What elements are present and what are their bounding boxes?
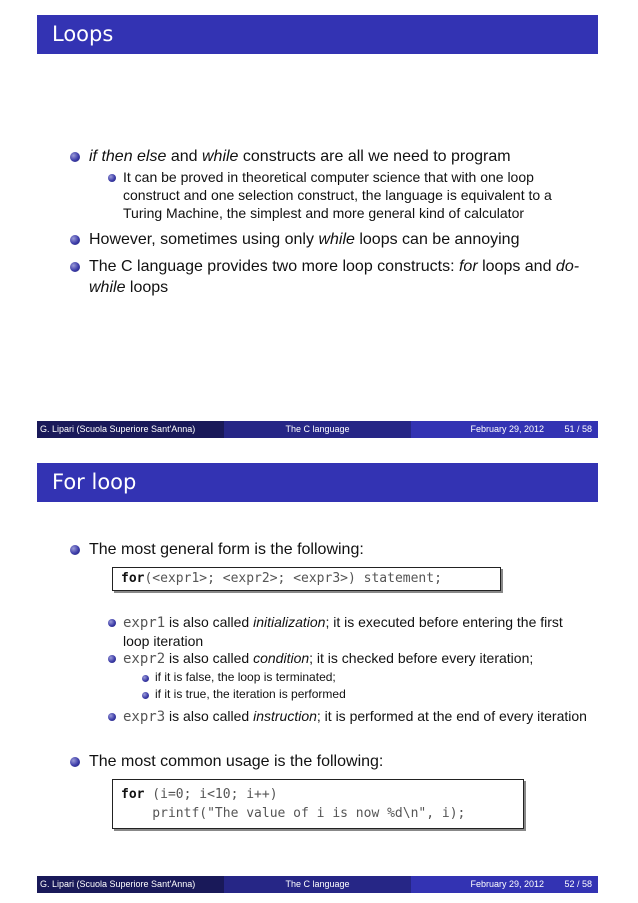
footer-date: February 29, 2012	[470, 424, 544, 434]
bullet-icon	[70, 152, 80, 162]
inline-code: expr3	[123, 709, 166, 725]
bullet-icon	[70, 545, 80, 555]
sub-bullet-item	[123, 707, 593, 726]
emphasis-text: while	[201, 148, 239, 165]
bullet-item: The most general form is the following:	[89, 541, 364, 558]
bullet-item	[89, 146, 589, 167]
bullet-icon	[70, 757, 80, 767]
bullet-text: The C language provides two more loop constructs:	[89, 258, 459, 275]
bullet-text: ; it is executed before entering the first loop iteration	[123, 614, 563, 649]
footer-author: G. Lipari (Scuola Superiore Sant'Anna)	[37, 876, 224, 893]
slide-title: For loop	[37, 463, 598, 502]
emphasis-text: do-while	[89, 258, 580, 296]
bullet-item: The most common usage is the following:	[89, 753, 384, 770]
bullet-text: loops can be annoying	[354, 231, 520, 248]
sub-bullet-item	[123, 613, 593, 650]
bullet-text: is also called	[165, 708, 254, 724]
sub-bullet-item: It can be proved in theoretical computer science that with one loop construct and one selection construct, the language is equivalent to a Turing Machine, the simplest and more general kind of calculator	[123, 169, 552, 221]
sub-bullet-icon	[108, 655, 116, 663]
sub-sub-bullet-item: if it is true, the iteration is performed	[155, 687, 346, 701]
bullet-text: is also called	[165, 650, 254, 666]
slide-loops	[37, 15, 598, 438]
footer-title: The C language	[224, 421, 411, 438]
emphasis-text: if then else	[89, 148, 167, 165]
bullet-icon	[70, 262, 80, 272]
bullet-text: constructs are all we need to program	[238, 148, 511, 165]
bullet-icon	[70, 235, 80, 245]
emphasis-text: instruction	[253, 708, 317, 724]
slide-for-loop	[37, 463, 598, 893]
inline-code: expr2	[123, 651, 166, 667]
emphasis-text: condition	[253, 650, 310, 666]
code-keyword: for	[121, 571, 145, 586]
footer-right	[411, 421, 598, 438]
inline-code: expr1	[123, 615, 166, 631]
slide-footer	[37, 876, 598, 893]
code-text: (<expr1>; <expr2>; <expr3>) statement;	[144, 571, 442, 586]
bullet-text: loops and	[477, 258, 556, 275]
sub-bullet-icon	[108, 619, 116, 627]
footer-author: G. Lipari (Scuola Superiore Sant'Anna)	[37, 421, 224, 438]
emphasis-text: for	[458, 258, 478, 275]
code-line: (i=0; i<10; i++)	[144, 787, 278, 802]
code-block-common-usage	[112, 779, 524, 829]
code-block-general-form	[112, 567, 501, 591]
sub-bullet-icon	[108, 174, 116, 182]
bullet-text: is also called	[165, 614, 254, 630]
sub-bullet-item	[123, 649, 593, 668]
bullet-item	[89, 256, 589, 298]
sub-sub-bullet-item: if it is false, the loop is terminated;	[155, 670, 336, 684]
code-line: printf("The value of i is now %d\n", i);	[121, 806, 466, 821]
emphasis-text: initialization	[253, 614, 326, 630]
footer-page-number: 52 / 58	[564, 879, 592, 889]
emphasis-text: while	[318, 231, 355, 248]
sub-sub-bullet-icon	[142, 675, 149, 682]
bullet-text: However, sometimes using only	[89, 231, 319, 248]
bullet-text: ; it is performed at the end of every iteration	[316, 708, 587, 724]
sub-bullet-icon	[108, 713, 116, 721]
footer-title: The C language	[224, 876, 411, 893]
bullet-text: ; it is checked before every iteration;	[309, 650, 534, 666]
bullet-item	[89, 229, 589, 250]
code-keyword: for	[121, 787, 145, 802]
bullet-text: loops	[125, 279, 169, 296]
slide-title: Loops	[37, 15, 598, 54]
footer-date: February 29, 2012	[470, 879, 544, 889]
footer-right	[411, 876, 598, 893]
slide-footer	[37, 421, 598, 438]
bullet-text: and	[166, 148, 202, 165]
footer-page-number: 51 / 58	[564, 424, 592, 434]
sub-sub-bullet-icon	[142, 692, 149, 699]
